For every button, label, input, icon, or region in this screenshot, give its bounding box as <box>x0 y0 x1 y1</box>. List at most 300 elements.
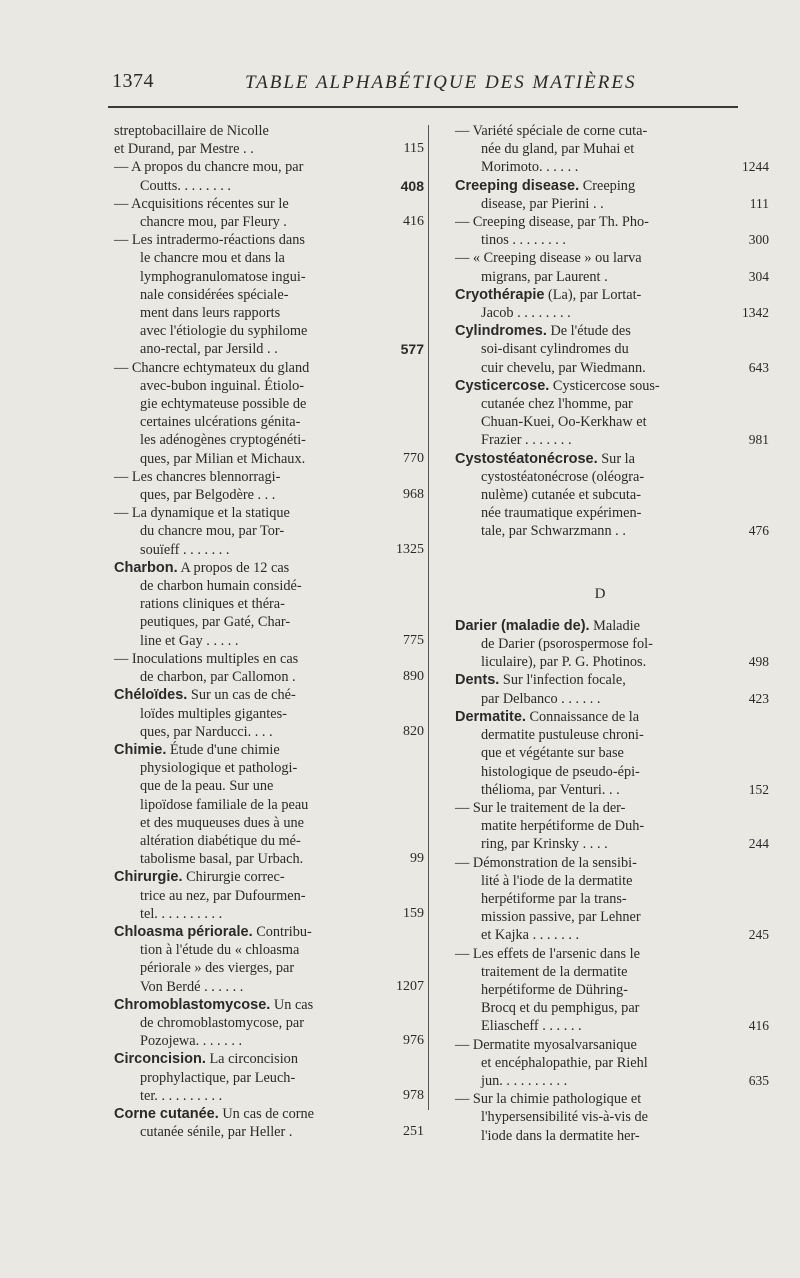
right-column-bottom <box>455 617 769 1145</box>
entry-page-number: 416 <box>403 214 424 230</box>
entry-text: herpétiforme de Dühring- <box>481 981 628 998</box>
entry-line <box>114 286 414 304</box>
entry-line <box>114 978 414 996</box>
entry-text: tion à l'étude du « chloasma <box>140 942 300 959</box>
entry-page-number: 423 <box>748 690 769 706</box>
entry-text: histologique de pseudo-épi- <box>481 763 640 780</box>
entry-first-line <box>114 122 414 140</box>
entry-text: née du gland, par Muhai et <box>481 141 635 158</box>
index-entry <box>455 799 769 854</box>
entry-line <box>455 744 745 762</box>
entry-text: Jacob . . . . . . . . <box>481 305 571 322</box>
entry-line <box>455 1054 745 1072</box>
entry-text: nulème) cutanée et subcuta- <box>481 487 641 504</box>
entry-line <box>455 835 745 853</box>
entry-text: — Démonstration de la sensibi- <box>455 854 637 871</box>
entry-line <box>114 377 414 395</box>
entry-line <box>114 668 414 686</box>
entry-text: ques, par Narducci. . . . <box>140 723 273 740</box>
entry-text: liculaire), par P. G. Photinos. <box>481 654 647 671</box>
entry-text: — Les chancres blennorragi- <box>114 468 281 485</box>
entry-text: par Delbanco . . . . . . <box>481 690 601 707</box>
entry-text: tel. . . . . . . . . . <box>140 905 223 922</box>
entry-text: De l'étude des <box>550 323 631 340</box>
entry-page-number: 1244 <box>742 159 769 175</box>
entry-first-line <box>114 468 414 486</box>
entry-text: lymphogranulomatose ingui- <box>140 268 306 285</box>
entry-first-line <box>455 450 745 468</box>
entry-line <box>114 213 414 231</box>
index-entry <box>455 286 769 322</box>
entry-text: avec l'étiologie du syphilome <box>140 323 308 340</box>
entry-text: thélioma, par Venturi. . . <box>481 781 620 798</box>
entry-text: trice au nez, par Dufourmen- <box>140 887 306 904</box>
left-column <box>114 122 424 1141</box>
index-entry <box>114 158 424 194</box>
entry-line <box>455 890 745 908</box>
entry-text: A propos de 12 cas <box>180 559 290 576</box>
entry-text: — Acquisitions récentes sur le <box>114 195 289 212</box>
entry-page-number: 300 <box>748 232 769 248</box>
entry-line <box>114 941 414 959</box>
entry-first-line <box>114 868 414 886</box>
entry-text: Un cas de corne <box>222 1105 315 1122</box>
entry-first-line <box>455 617 745 635</box>
entry-first-line <box>455 286 745 304</box>
entry-line <box>455 1017 745 1035</box>
entry-first-line <box>455 249 745 267</box>
entry-text: ring, par Krinsky . . . . <box>481 836 608 853</box>
entry-text: Morimoto. . . . . . <box>481 159 579 176</box>
entry-first-line <box>114 195 414 213</box>
index-entry <box>455 617 769 672</box>
entry-heading: Cylindromes. <box>455 323 547 340</box>
entry-line <box>455 653 745 671</box>
entry-page-number: 416 <box>748 1018 769 1034</box>
index-entry <box>455 671 769 707</box>
index-entry <box>114 686 424 741</box>
entry-line <box>114 632 414 650</box>
entry-text: — La dynamique et la statique <box>114 505 290 522</box>
entry-line <box>114 832 414 850</box>
entry-first-line <box>455 213 745 231</box>
entry-line <box>455 431 745 449</box>
entry-text: — « Creeping disease » ou larva <box>455 250 642 267</box>
index-entry <box>114 468 424 504</box>
entry-heading: Cystostéatonécrose. <box>455 450 598 467</box>
entry-text: ano-rectal, par Jersild . . <box>140 341 278 358</box>
entry-line <box>114 595 414 613</box>
entry-page-number: 111 <box>749 195 769 211</box>
entry-text: tale, par Schwarzmann . . <box>481 523 626 540</box>
entry-first-line <box>455 377 745 395</box>
entry-text: Frazier . . . . . . . <box>481 432 572 449</box>
entry-line <box>455 231 745 249</box>
index-entry <box>455 122 769 177</box>
entry-text: de charbon humain considé- <box>140 578 302 595</box>
entry-text: — Les intradermo-réactions dans <box>114 232 305 249</box>
entry-text: Eliascheff . . . . . . <box>481 1018 582 1035</box>
index-entry <box>114 559 424 650</box>
index-entry <box>114 359 424 468</box>
entry-text: — Dermatite myosalvarsanique <box>455 1036 637 1053</box>
entry-text: de chromoblastomycose, par <box>140 1014 304 1031</box>
entry-text: Maladie <box>593 617 640 634</box>
entry-text: line et Gay . . . . . <box>140 632 239 649</box>
entry-first-line <box>114 359 414 377</box>
entry-heading: Creeping disease. <box>455 177 580 194</box>
entry-text: de charbon, par Callomon . <box>140 669 296 686</box>
entry-line <box>455 690 745 708</box>
entry-first-line <box>455 122 745 140</box>
right-column <box>455 122 769 1145</box>
entry-text: que et végétante sur base <box>481 745 624 762</box>
entry-heading: Chirurgie. <box>114 869 183 886</box>
entry-first-line <box>114 996 414 1014</box>
entry-line <box>114 796 414 814</box>
index-entry <box>114 650 424 686</box>
entry-text: et encéphalopathie, par Riehl <box>481 1054 648 1071</box>
entry-text: Étude d'une chimie <box>169 741 280 758</box>
entry-first-line <box>455 671 745 689</box>
entry-line <box>455 486 745 504</box>
entry-text: — Chancre echtymateux du gland <box>114 359 310 376</box>
entry-line <box>114 1069 414 1087</box>
index-entry <box>455 1090 745 1145</box>
entry-line <box>114 249 414 267</box>
entry-text: et des muqueuses dues à une <box>140 814 304 831</box>
index-entry <box>455 450 769 541</box>
entry-line <box>455 726 745 744</box>
entry-first-line <box>455 177 745 195</box>
entry-text: cystostéatonécrose (oléogra- <box>481 468 645 485</box>
entry-text: — Les effets de l'arsenic dans le <box>455 945 640 962</box>
entry-line <box>114 1014 414 1032</box>
running-title: TABLE ALPHABÉTIQUE DES MATIÈRES <box>245 72 637 93</box>
entry-text: Sur la <box>601 450 635 467</box>
entry-first-line <box>114 1050 414 1068</box>
entry-line <box>114 522 414 540</box>
entry-line <box>114 1123 414 1141</box>
entry-line <box>455 926 745 944</box>
index-entry <box>114 122 424 158</box>
index-entry <box>455 322 769 377</box>
entry-text: Chuan-Kuei, Oo-Kerkhaw et <box>481 414 647 431</box>
entry-line <box>114 268 414 286</box>
entry-heading: Chéloïdes. <box>114 687 188 704</box>
entry-line <box>114 959 414 977</box>
entry-text: Sur un cas de ché- <box>190 687 296 704</box>
index-entry <box>455 213 769 249</box>
entry-text: cuir chevelu, par Wiedmann. <box>481 359 646 376</box>
column-divider <box>428 125 429 1110</box>
entry-first-line <box>455 945 745 963</box>
entry-line <box>455 635 745 653</box>
entry-page-number: 976 <box>403 1033 424 1049</box>
entry-text: et Kajka . . . . . . . <box>481 927 580 944</box>
entry-line <box>114 814 414 832</box>
entry-text: — Variété spéciale de corne cuta- <box>455 123 648 139</box>
entry-first-line <box>114 1105 414 1123</box>
entry-text: disease, par Pierini . . <box>481 195 604 212</box>
entry-line <box>114 340 414 358</box>
section-letter: D <box>594 585 606 602</box>
entry-line <box>455 195 745 213</box>
entry-line <box>455 1072 745 1090</box>
entry-page-number: 498 <box>748 654 769 670</box>
entry-text: prophylactique, par Leuch- <box>140 1069 296 1086</box>
entry-page-number: 890 <box>403 669 424 685</box>
entry-line <box>455 304 745 322</box>
entry-text: que de la peau. Sur une <box>140 778 274 795</box>
entry-line <box>114 304 414 322</box>
entry-first-line <box>114 504 414 522</box>
entry-text: Cysticercose sous- <box>552 377 660 394</box>
entry-line <box>455 908 745 926</box>
entry-text: jun. . . . . . . . . . <box>481 1072 568 1089</box>
entry-page-number: 770 <box>403 450 424 466</box>
entry-first-line <box>455 799 745 817</box>
entry-text: nale considérées spéciale- <box>140 286 289 303</box>
entry-line <box>455 963 745 981</box>
entry-line <box>114 905 414 923</box>
entry-page-number: 643 <box>748 359 769 375</box>
entry-text: Chirurgie correc- <box>186 869 285 886</box>
page-number: 1374 <box>112 70 154 92</box>
entry-line <box>114 850 414 868</box>
index-entry <box>455 1036 769 1091</box>
entry-heading: Dents. <box>455 672 500 689</box>
entry-text: — Sur la chimie pathologique et <box>455 1091 642 1108</box>
entry-text: gie echtymateuse possible de <box>140 396 307 413</box>
entry-first-line <box>455 322 745 340</box>
entry-text: loïdes multiples gigantes- <box>140 705 287 722</box>
entry-text: née traumatique expérimen- <box>481 505 642 522</box>
entry-line <box>455 763 745 781</box>
entry-page-number: 635 <box>748 1072 769 1088</box>
entry-line <box>455 359 745 377</box>
entry-line <box>455 817 745 835</box>
entry-line <box>455 140 745 158</box>
entry-text: l'hypersensibilité vis-à-vis de <box>481 1109 648 1126</box>
index-entry <box>114 231 424 358</box>
entry-heading: Chimie. <box>114 741 167 758</box>
entry-first-line <box>114 686 414 704</box>
entry-line <box>114 723 414 741</box>
entry-text: Coutts. . . . . . . . <box>140 177 231 194</box>
index-entry <box>114 868 424 923</box>
index-entry <box>114 195 424 231</box>
entry-line <box>455 872 745 890</box>
entry-heading: Darier (maladie de). <box>455 617 590 634</box>
index-entry <box>455 377 769 450</box>
entry-line <box>455 395 745 413</box>
entry-text: lipoïdose familiale de la peau <box>140 796 309 813</box>
entry-text: migrans, par Laurent . <box>481 268 608 285</box>
entry-text: Un cas <box>273 996 314 1013</box>
entry-line <box>114 431 414 449</box>
entry-line <box>455 522 745 540</box>
entry-text: La circoncision <box>209 1051 298 1068</box>
entry-line <box>455 413 745 431</box>
entry-line <box>455 268 745 286</box>
index-entry <box>455 708 769 799</box>
entry-text: matite herpétiforme de Duh- <box>481 818 645 835</box>
entry-line <box>114 577 414 595</box>
entry-page-number: 1207 <box>396 978 424 994</box>
entry-first-line <box>114 559 414 577</box>
entry-line <box>455 158 745 176</box>
entry-text: streptobacillaire de Nicolle <box>114 123 269 139</box>
entry-line <box>114 395 414 413</box>
entry-text: ques, par Milian et Michaux. <box>140 450 306 467</box>
entry-heading: Dermatite. <box>455 708 526 725</box>
entry-heading: Chloasma périorale. <box>114 923 253 940</box>
entry-line <box>114 541 414 559</box>
index-entry <box>455 854 769 945</box>
entry-text: avec-bubon inguinal. Étiolo- <box>140 377 304 394</box>
entry-line <box>114 486 414 504</box>
entry-text: herpétiforme par la trans- <box>481 890 627 907</box>
entry-text: Contribu- <box>256 923 312 940</box>
entry-text: l'iode dans la dermatite her- <box>481 1127 640 1144</box>
entry-heading: Cryothérapie <box>455 286 545 303</box>
index-entry <box>455 249 769 285</box>
entry-text: traitement de la dermatite <box>481 963 628 980</box>
entry-text: (La), par Lortat- <box>548 286 642 303</box>
entry-line <box>455 999 745 1017</box>
entry-page-number: 577 <box>400 341 424 358</box>
entry-text: de Darier (psorospermose fol- <box>481 636 653 653</box>
entry-text: ques, par Belgodère . . . <box>140 487 276 504</box>
entry-page-number: 981 <box>748 432 769 448</box>
entry-line <box>114 1032 414 1050</box>
entry-page-number: 251 <box>403 1124 424 1140</box>
entry-text: cutanée chez l'homme, par <box>481 396 633 413</box>
entry-text: peutiques, par Gaté, Char- <box>140 614 291 631</box>
entry-page-number: 115 <box>403 141 424 157</box>
entry-line <box>114 140 414 158</box>
entry-page-number: 152 <box>748 781 769 797</box>
entry-text: — Creeping disease, par Th. Pho- <box>455 214 649 231</box>
entry-text: Brocq et du pemphigus, par <box>481 1000 640 1017</box>
entry-heading: Cysticercose. <box>455 377 550 394</box>
entry-text: — Sur le traitement de la der- <box>455 799 626 816</box>
entry-first-line <box>114 741 414 759</box>
entry-page-number: 1342 <box>742 305 769 321</box>
entry-heading: Chromoblastomycose. <box>114 996 271 1013</box>
entry-text: Creeping <box>582 177 636 194</box>
entry-line <box>455 981 745 999</box>
entry-first-line <box>455 1036 745 1054</box>
entry-text: Pozojewa. . . . . . . <box>140 1033 243 1050</box>
right-column-top <box>455 122 769 541</box>
entry-line <box>114 322 414 340</box>
entry-page-number: 99 <box>410 851 424 867</box>
entry-first-line <box>114 923 414 941</box>
entry-page-number: 1325 <box>396 541 424 557</box>
index-entry <box>114 1105 424 1141</box>
entry-text: tinos . . . . . . . . <box>481 232 566 249</box>
entry-line <box>455 781 745 799</box>
entry-text: physiologique et pathologi- <box>140 760 298 777</box>
entry-text: mission passive, par Lehner <box>481 909 641 926</box>
entry-text: Connaissance de la <box>529 708 640 725</box>
entry-first-line <box>114 650 414 668</box>
entry-page-number: 408 <box>400 177 424 194</box>
entry-first-line <box>114 158 414 176</box>
entry-line <box>455 340 745 358</box>
entry-text: — Inoculations multiples en cas <box>114 650 299 667</box>
entry-text: — A propos du chancre mou, par <box>114 159 304 176</box>
entry-line <box>114 450 414 468</box>
entry-text: chancre mou, par Fleury . <box>140 214 287 231</box>
entry-text: lité à l'iode de la dermatite <box>481 872 633 889</box>
entry-line <box>114 613 414 631</box>
entry-text: dermatite pustuleuse chroni- <box>481 727 644 744</box>
entry-page-number: 245 <box>748 927 769 943</box>
entry-text: les adénogènes cryptogénéti- <box>140 432 306 449</box>
entry-line <box>455 504 745 522</box>
entry-heading: Corne cutanée. <box>114 1105 219 1122</box>
entry-text: certaines ulcérations génita- <box>140 414 301 431</box>
entry-line <box>114 1087 414 1105</box>
entry-text: ter. . . . . . . . . . <box>140 1087 223 1104</box>
entry-text: du chancre mou, par Tor- <box>140 523 285 540</box>
entry-text: Von Berdé . . . . . . <box>140 978 244 995</box>
entry-page-number: 244 <box>748 836 769 852</box>
index-entry <box>455 177 769 213</box>
entry-text: cutanée sénile, par Heller . <box>140 1124 293 1141</box>
index-entry <box>455 945 769 1036</box>
entry-page-number: 304 <box>748 268 769 284</box>
entry-first-line <box>455 708 745 726</box>
index-entry <box>114 923 424 996</box>
entry-line <box>114 705 414 723</box>
entry-text: souïeff . . . . . . . <box>140 541 230 558</box>
entry-text: altération diabétique du mé- <box>140 832 301 849</box>
index-entry <box>114 1050 424 1105</box>
entry-first-line <box>114 231 414 249</box>
entry-first-line <box>455 854 745 872</box>
entry-page-number: 978 <box>403 1087 424 1103</box>
index-entry <box>114 504 424 559</box>
entry-line <box>455 1108 745 1126</box>
entry-text: Sur l'infection focale, <box>502 672 626 689</box>
entry-line <box>114 177 414 195</box>
entry-text: ment dans leurs rapports <box>140 305 281 322</box>
entry-text: soi-disant cylindromes du <box>481 341 629 358</box>
entry-heading: Circoncision. <box>114 1051 206 1068</box>
header-rule <box>108 106 738 108</box>
entry-page-number: 476 <box>748 523 769 539</box>
entry-heading: Charbon. <box>114 559 178 576</box>
entry-page-number: 968 <box>403 487 424 503</box>
entry-line <box>455 1127 745 1145</box>
section-gap <box>455 541 745 585</box>
entry-text: périorale » des vierges, par <box>140 960 295 977</box>
entry-text: le chancre mou et dans la <box>140 250 285 267</box>
entry-text: tabolisme basal, par Urbach. <box>140 851 304 868</box>
entry-line <box>114 413 414 431</box>
entry-first-line <box>455 1090 745 1108</box>
entry-page-number: 775 <box>403 632 424 648</box>
entry-line <box>455 468 745 486</box>
index-entry <box>114 996 424 1051</box>
entry-line <box>114 759 414 777</box>
index-entry <box>114 741 424 868</box>
entry-page-number: 820 <box>403 723 424 739</box>
